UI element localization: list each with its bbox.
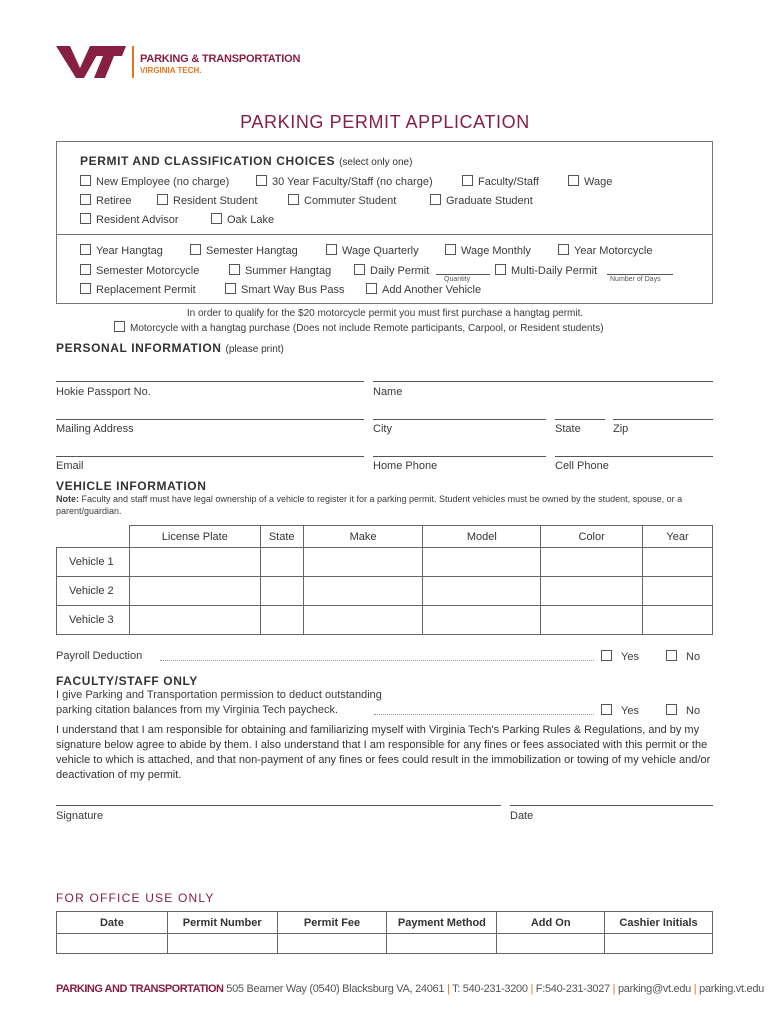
name-label: Name: [373, 386, 403, 398]
option-wage-monthly[interactable]: Wage Monthly: [445, 244, 531, 257]
table-header-cell: State: [260, 526, 303, 548]
footer-phone: T: 540-231-3200: [452, 983, 528, 995]
university-name: VIRGINIA TECH.: [140, 66, 202, 75]
table-cell[interactable]: [423, 548, 541, 577]
option-semester-hangtag[interactable]: Semester Hangtag: [190, 244, 298, 257]
email-label: Email: [56, 460, 84, 472]
table-cell[interactable]: [605, 934, 713, 954]
table-cell[interactable]: [260, 577, 303, 606]
option-oak-lake[interactable]: Oak Lake: [211, 213, 274, 226]
checkbox[interactable]: [666, 650, 677, 661]
table-header-cell: Color: [541, 526, 643, 548]
option-semester-motorcycle[interactable]: Semester Motorcycle: [80, 264, 199, 277]
checkbox[interactable]: [568, 175, 579, 186]
table-cell[interactable]: [541, 548, 643, 577]
payroll-label: Payroll Deduction: [56, 650, 143, 662]
table-header-cell: Permit Fee: [277, 912, 387, 934]
table-header-row: [57, 912, 713, 934]
city-field[interactable]: [373, 419, 546, 420]
table-row: [57, 548, 713, 577]
table-header-cell: License Plate: [129, 526, 260, 548]
table-header-cell: Model: [423, 526, 541, 548]
option-year-hangtag[interactable]: Year Hangtag: [80, 244, 163, 257]
checkbox[interactable]: [288, 194, 299, 205]
table-header-cell: Date: [57, 912, 168, 934]
motorcycle-note: In order to qualify for the $20 motorcycle permit you must first purchase a hangtag permit.: [186, 308, 584, 319]
agreement-text: I understand that I am responsible for obtaining and familiarizing myself with Virginia Tech's Parking Rules & Regulations, and by my signature below agree to abide by them. I also understand that I am responsible for any fines or fees associated with this permit or the vehicle to which is attached, and that non-payment of any fines or fees could result in the immobilization or towing of my vehicle and/or deactivation of my permit.: [56, 724, 711, 781]
checkbox[interactable]: [157, 194, 168, 205]
option-daily-permit[interactable]: Daily Permit: [354, 264, 429, 277]
option-resident-student[interactable]: Resident Student: [157, 194, 257, 207]
table-cell[interactable]: [303, 606, 423, 635]
table-cell[interactable]: [129, 577, 260, 606]
vt-logo-icon: [56, 44, 126, 80]
table-row: [57, 934, 713, 954]
cell-phone-label: Cell Phone: [555, 460, 609, 472]
faculty-line-2: parking citation balances from my Virginia Tech paycheck.: [56, 704, 339, 716]
option-retiree[interactable]: Retiree: [80, 194, 131, 207]
days-field[interactable]: [607, 274, 673, 275]
office-table: [56, 911, 713, 954]
table-cell[interactable]: [643, 548, 713, 577]
option-year-motorcycle[interactable]: Year Motorcycle: [558, 244, 652, 257]
checkbox[interactable]: [190, 244, 201, 255]
checkbox[interactable]: [445, 244, 456, 255]
checkbox[interactable]: [229, 264, 240, 275]
checkbox[interactable]: [211, 213, 222, 224]
row-label: Vehicle 1: [57, 548, 130, 577]
date-label: Date: [510, 810, 534, 822]
personal-heading: PERSONAL INFORMATION (please print): [56, 341, 284, 355]
option-commuter-student[interactable]: Commuter Student: [288, 194, 396, 207]
faculty-dotted-line: [374, 714, 594, 715]
permit-heading: PERMIT AND CLASSIFICATION CHOICES (select only one): [80, 154, 413, 168]
checkbox[interactable]: [80, 213, 91, 224]
table-header-cell: Permit Number: [167, 912, 277, 934]
footer-website[interactable]: parking.vt.edu: [699, 983, 764, 995]
days-label: Number of Days: [610, 276, 661, 283]
footer-org: PARKING AND TRANSPORTATION: [56, 983, 224, 995]
permit-divider: [56, 234, 713, 235]
checkbox[interactable]: [601, 704, 612, 715]
footer-fax: F:540-231-3027: [535, 983, 610, 995]
checkbox[interactable]: [354, 264, 365, 275]
checkbox[interactable]: [666, 704, 677, 715]
option-graduate-student[interactable]: Graduate Student: [430, 194, 533, 207]
hokie-passport-field[interactable]: [56, 381, 364, 382]
signature-field[interactable]: [56, 805, 501, 806]
checkbox[interactable]: [601, 650, 612, 661]
option-wage-quarterly[interactable]: Wage Quarterly: [326, 244, 419, 257]
date-field[interactable]: [510, 805, 713, 806]
table-header-cell: Payment Method: [387, 912, 497, 934]
table-cell[interactable]: [167, 934, 277, 954]
row-label: Vehicle 2: [57, 577, 130, 606]
table-cell[interactable]: [541, 606, 643, 635]
state-label: State: [555, 423, 581, 435]
checkbox[interactable]: [80, 244, 91, 255]
city-label: City: [373, 423, 392, 435]
row-label: Vehicle 3: [57, 606, 130, 635]
vehicle-table: [56, 525, 713, 635]
footer-email[interactable]: parking@vt.edu: [617, 983, 691, 995]
logo-divider: [132, 46, 134, 78]
table-cell[interactable]: [423, 606, 541, 635]
checkbox[interactable]: [114, 321, 125, 332]
state-field[interactable]: [555, 419, 605, 420]
checkbox[interactable]: [366, 283, 377, 294]
table-cell[interactable]: [277, 934, 387, 954]
dept-name: PARKING & TRANSPORTATION: [140, 53, 301, 65]
table-cell[interactable]: [303, 577, 423, 606]
payroll-dotted-line: [160, 660, 594, 661]
table-cell[interactable]: [643, 606, 713, 635]
mailing-address-label: Mailing Address: [56, 423, 134, 435]
table-cell[interactable]: [260, 606, 303, 635]
option-30-year[interactable]: 30 Year Faculty/Staff (no charge): [256, 175, 433, 188]
quantity-label: Quantity: [444, 276, 471, 283]
home-phone-label: Home Phone: [373, 460, 438, 472]
table-header-cell: Add On: [497, 912, 605, 934]
option-multi-daily-permit[interactable]: Multi-Daily Permit: [495, 264, 597, 277]
table-cell[interactable]: [497, 934, 605, 954]
vehicle-heading: VEHICLE INFORMATION: [56, 479, 207, 493]
checkbox[interactable]: [80, 194, 91, 205]
page-title: PARKING PERMIT APPLICATION: [240, 112, 530, 132]
home-phone-field[interactable]: [373, 456, 546, 457]
option-smart-way-bus-pass[interactable]: Smart Way Bus Pass: [225, 283, 345, 296]
option-add-another-vehicle[interactable]: Add Another Vehicle: [366, 283, 481, 296]
table-cell[interactable]: [541, 577, 643, 606]
quantity-field[interactable]: [436, 274, 490, 275]
payroll-no[interactable]: No: [666, 650, 700, 663]
checkbox[interactable]: [256, 175, 267, 186]
checkbox[interactable]: [225, 283, 236, 294]
table-cell[interactable]: [260, 548, 303, 577]
option-summer-hangtag[interactable]: Summer Hangtag: [229, 264, 331, 277]
faculty-yes[interactable]: Yes: [601, 704, 639, 717]
table-header-row: [57, 526, 713, 548]
zip-field[interactable]: [613, 419, 713, 420]
vehicle-note: Note: Faculty and staff must have legal ownership of a vehicle to register it for a parking permit. Student vehicles must be owned by the student, spouse, or a parent/guardian.: [56, 494, 683, 516]
option-new-employee[interactable]: New Employee (no charge): [80, 175, 229, 188]
name-field[interactable]: [373, 381, 713, 382]
faculty-no[interactable]: No: [666, 704, 700, 717]
table-row: [57, 606, 713, 635]
footer: PARKING AND TRANSPORTATION 505 Beamer Way (0540) Blacksburg VA, 24061 | T: 540-231-3200 | F:540-231-3027 | parking@vt.edu | parking.vt.edu: [56, 983, 764, 995]
table-cell[interactable]: [57, 934, 168, 954]
email-field[interactable]: [56, 456, 364, 457]
zip-label: Zip: [613, 423, 629, 435]
table-row: [57, 577, 713, 606]
hokie-passport-label: Hokie Passport No.: [56, 386, 151, 398]
table-header-cell: Make: [303, 526, 423, 548]
signature-label: Signature: [56, 810, 104, 822]
checkbox[interactable]: [80, 283, 91, 294]
checkbox[interactable]: [495, 264, 506, 275]
faculty-line-1: I give Parking and Transportation permission to deduct outstanding: [56, 689, 382, 701]
checkbox[interactable]: [326, 244, 337, 255]
table-header-cell: Cashier Initials: [605, 912, 713, 934]
office-heading: FOR OFFICE USE ONLY: [56, 891, 215, 905]
option-motorcycle-with-hangtag[interactable]: Motorcycle with a hangtag purchase (Does not include Remote participants, Carpool, or Resident students): [114, 321, 604, 334]
table-header-cell: Year: [643, 526, 713, 548]
table-cell[interactable]: [129, 606, 260, 635]
table-cell[interactable]: [643, 577, 713, 606]
checkbox[interactable]: [430, 194, 441, 205]
checkbox[interactable]: [80, 175, 91, 186]
checkbox[interactable]: [80, 264, 91, 275]
option-resident-advisor[interactable]: Resident Advisor: [80, 213, 179, 226]
cell-phone-field[interactable]: [555, 456, 713, 457]
table-cell[interactable]: [129, 548, 260, 577]
footer-address: 505 Beamer Way (0540) Blacksburg VA, 24061: [226, 983, 445, 995]
faculty-heading: FACULTY/STAFF ONLY: [56, 674, 198, 688]
option-replacement-permit[interactable]: Replacement Permit: [80, 283, 196, 296]
option-faculty-staff[interactable]: Faculty/Staff: [462, 175, 539, 188]
table-cell[interactable]: [423, 577, 541, 606]
payroll-yes[interactable]: Yes: [601, 650, 639, 663]
table-header-cell: [57, 526, 130, 548]
header: [56, 44, 301, 84]
option-wage[interactable]: Wage: [568, 175, 612, 188]
table-cell[interactable]: [303, 548, 423, 577]
table-cell[interactable]: [387, 934, 497, 954]
checkbox[interactable]: [558, 244, 569, 255]
checkbox[interactable]: [462, 175, 473, 186]
mailing-address-field[interactable]: [56, 419, 364, 420]
